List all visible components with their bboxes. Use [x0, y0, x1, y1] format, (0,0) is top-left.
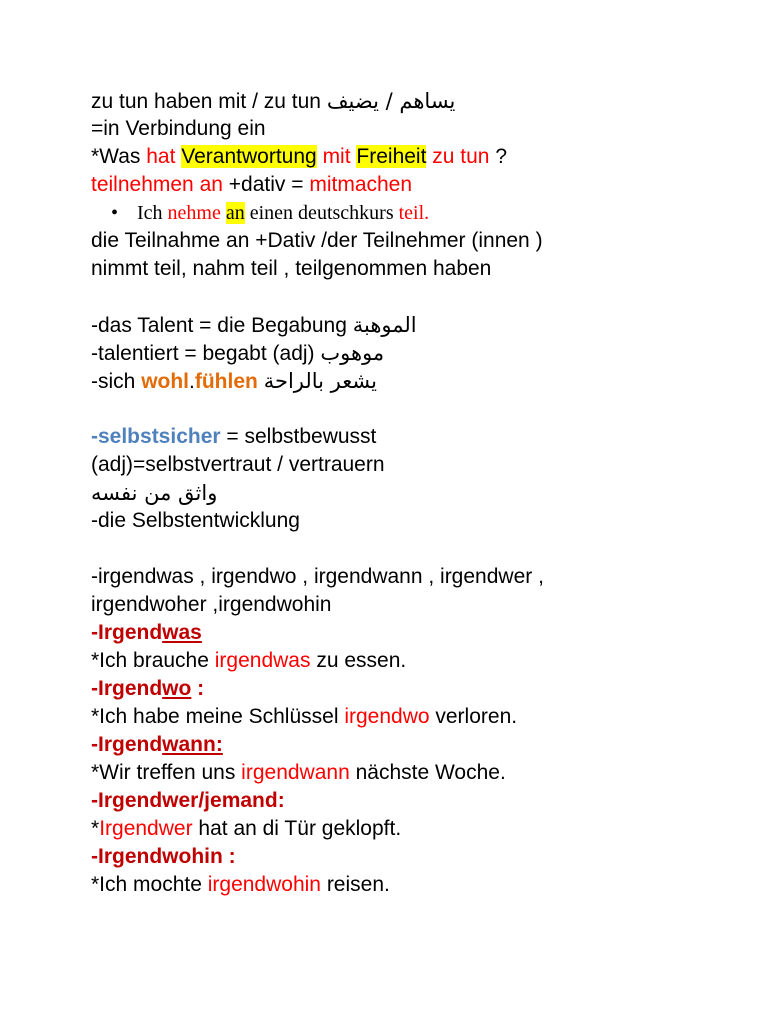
orange-text: fühlen: [194, 370, 258, 393]
red-text: zu tun: [432, 145, 490, 168]
text: Ich: [137, 202, 168, 224]
text: -Irgendwohin :: [91, 845, 236, 868]
line-irgend-list-1: [91, 563, 711, 591]
red-text: irgendwo: [344, 705, 430, 728]
line-selbstvertraut: [91, 451, 711, 479]
example-irgendwo: [91, 703, 711, 731]
text: die Teilnahme an +Dativ /der Teilnehmer (innen ): [91, 229, 543, 252]
text: .: [189, 370, 195, 393]
example-irgendwohin: [91, 871, 711, 899]
arabic-text: موهوب: [320, 341, 385, 365]
text: -Irgend: [91, 677, 163, 700]
heading-irgendwohin: [91, 843, 711, 871]
red-text: teilnehmen an: [91, 173, 223, 196]
line-irgend-list-2: [91, 591, 711, 619]
blank-line: [91, 535, 711, 563]
highlighted-text: Verantwortung: [181, 145, 317, 168]
text: nächste Woche.: [349, 761, 506, 784]
blank-line: [91, 395, 711, 423]
line-nimmt-teil: [91, 255, 711, 283]
example-irgendwer: [91, 815, 711, 843]
red-text: irgendwann: [241, 761, 350, 784]
text: +dativ =: [222, 173, 310, 196]
line-wohlfuehlen: [91, 367, 711, 395]
line-selbstentwicklung: [91, 507, 711, 535]
arabic-text: الموهبة: [352, 313, 417, 337]
text: *Was: [91, 145, 147, 168]
line-verbindung: [91, 115, 711, 143]
text: *Ich mochte: [91, 873, 208, 896]
red-text: irgendwas: [214, 649, 311, 672]
underlined-text: wo: [162, 677, 192, 700]
text: -Irgendwer/jemand:: [91, 789, 285, 812]
orange-text: wohl: [141, 370, 190, 393]
bullet-icon: •: [111, 202, 119, 224]
text: (adj)=selbstvertraut / vertrauern: [91, 453, 385, 476]
text: einen deutschkurs: [244, 202, 399, 224]
text: hat an di Tür geklopft.: [192, 817, 402, 840]
example-irgendwann: [91, 759, 711, 787]
arabic-text: واثق من نفسه: [91, 481, 218, 505]
line-verantwortung: [91, 143, 711, 171]
text: -sich: [91, 370, 142, 393]
line-arabic-selbst: [91, 479, 711, 507]
text: -Irgend: [91, 733, 163, 756]
line-teilnehmen: [91, 171, 711, 199]
text: :: [191, 677, 205, 700]
text: -die Selbstentwicklung: [91, 509, 300, 532]
text: zu essen.: [310, 649, 407, 672]
red-text: irgendwohin: [207, 873, 321, 896]
red-text: teil.: [398, 202, 430, 224]
heading-irgendwas: [91, 619, 711, 647]
line-talent: [91, 311, 711, 339]
highlighted-text: an: [225, 202, 245, 224]
underlined-text: was: [162, 621, 202, 644]
text: -Irgend: [91, 621, 163, 644]
text: =in Verbindung ein: [91, 117, 266, 140]
highlighted-text: Freiheit: [356, 145, 427, 168]
text: nimmt teil, nahm teil , teilgenommen haben: [91, 257, 492, 280]
red-text: mit: [322, 145, 351, 168]
bullet-example: [91, 199, 711, 227]
text: *Ich habe meine Schlüssel: [91, 705, 345, 728]
heading-irgendwo: [91, 675, 711, 703]
heading-irgendwann: [91, 731, 711, 759]
arabic-text: يشعر بالراحة: [263, 369, 377, 393]
red-text: nehme: [167, 202, 221, 224]
text: *Wir treffen uns: [91, 761, 242, 784]
text: reisen.: [320, 873, 390, 896]
red-text: hat: [146, 145, 176, 168]
underlined-text: wann:: [162, 733, 223, 756]
text: irgendwoher ,irgendwohin: [91, 593, 332, 616]
text: -talentiert = begabt (adj): [91, 342, 321, 365]
text: -irgendwas , irgendwo , irgendwann , irgendwer ,: [91, 565, 544, 588]
arabic-text: يساهم / يضيف: [326, 89, 456, 113]
text: *Ich brauche: [91, 649, 215, 672]
blank-line: [91, 283, 711, 311]
heading-irgendwer: [91, 787, 711, 815]
text: -das Talent = die Begabung: [91, 314, 353, 337]
text: ?: [489, 145, 508, 168]
text: *: [91, 817, 100, 840]
document-body: [91, 87, 711, 899]
text: zu tun haben mit / zu tun: [91, 90, 327, 113]
line-teilnahme: [91, 227, 711, 255]
red-text: Irgendwer: [99, 817, 193, 840]
text: verloren.: [429, 705, 518, 728]
example-irgendwas: [91, 647, 711, 675]
line-selbstsicher: [91, 423, 711, 451]
text: = selbstbewusst: [220, 425, 377, 448]
line-talentiert: [91, 339, 711, 367]
red-text: mitmachen: [309, 173, 413, 196]
line-zu-tun-haben: [91, 87, 711, 115]
blue-text: -selbstsicher: [91, 425, 221, 448]
